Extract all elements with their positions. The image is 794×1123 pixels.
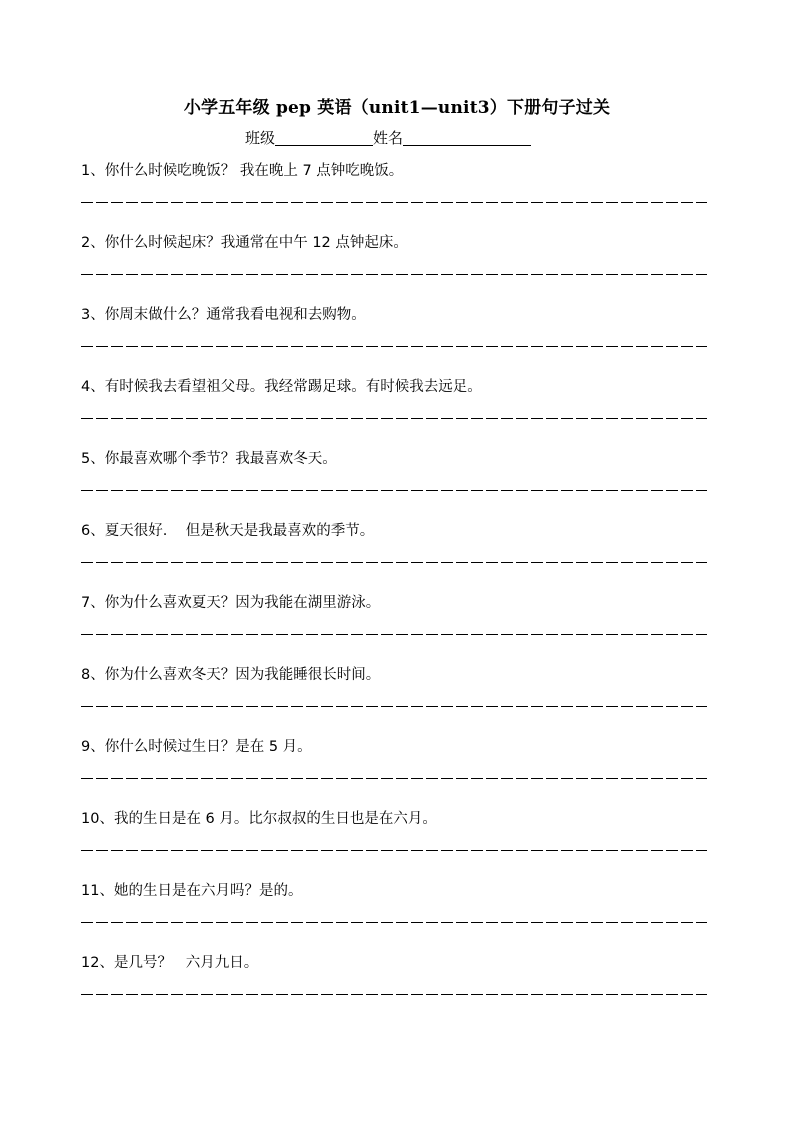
answer-line [81, 490, 707, 491]
question-item [81, 593, 707, 665]
question-text: 2、你什么时候起床？我通常在中午 12 点钟起床。 [81, 235, 408, 251]
question-text: 3、你周末做什么？通常我看电视和去购物。 [81, 307, 366, 323]
question-item [81, 377, 707, 449]
question-text: 10、我的生日是在 6 月。比尔叔叔的生日也是在六月。 [81, 811, 437, 827]
question-list [81, 161, 707, 1025]
answer-line [81, 850, 707, 851]
answer-line [81, 634, 707, 635]
question-text: 5、你最喜欢哪个季节？我最喜欢冬天。 [81, 451, 337, 467]
question-item [81, 161, 707, 233]
name-blank-line [403, 131, 531, 146]
class-blank-line [275, 131, 373, 146]
answer-line [81, 346, 707, 347]
question-text: 1、你什么时候吃晚饭？ 我在晚上 7 点钟吃晚饭。 [81, 163, 404, 179]
answer-line [81, 706, 707, 707]
class-label: 班级 [245, 129, 276, 147]
question-item [81, 449, 707, 521]
question-text: 12、是几号？ 六月九日。 [81, 955, 259, 971]
page-title: 小学五年级 pep 英语（unit1—unit3）下册句子过关 [183, 98, 611, 118]
class-name-row [245, 127, 531, 148]
answer-line [81, 778, 707, 779]
answer-line [81, 202, 707, 203]
question-text: 8、你为什么喜欢冬天？因为我能睡很长时间。 [81, 667, 381, 683]
question-item [81, 809, 707, 881]
question-item [81, 953, 707, 1025]
question-item [81, 665, 707, 737]
answer-line [81, 274, 707, 275]
question-item [81, 305, 707, 377]
answer-line [81, 562, 707, 563]
name-label: 姓名 [373, 129, 404, 147]
question-text: 6、夏天很好. 但是秋天是我最喜欢的季节。 [81, 523, 375, 539]
question-text: 9、你什么时候过生日？是在 5 月。 [81, 739, 312, 755]
answer-line [81, 994, 707, 995]
answer-line [81, 922, 707, 923]
answer-line [81, 418, 707, 419]
question-item [81, 233, 707, 305]
question-text: 4、有时候我去看望祖父母。我经常踢足球。有时候我去远足。 [81, 379, 482, 395]
question-text: 7、你为什么喜欢夏天？因为我能在湖里游泳。 [81, 595, 381, 611]
question-item [81, 881, 707, 953]
question-item [81, 521, 707, 593]
question-item [81, 737, 707, 809]
question-text: 11、她的生日是在六月吗？是的。 [81, 883, 303, 899]
